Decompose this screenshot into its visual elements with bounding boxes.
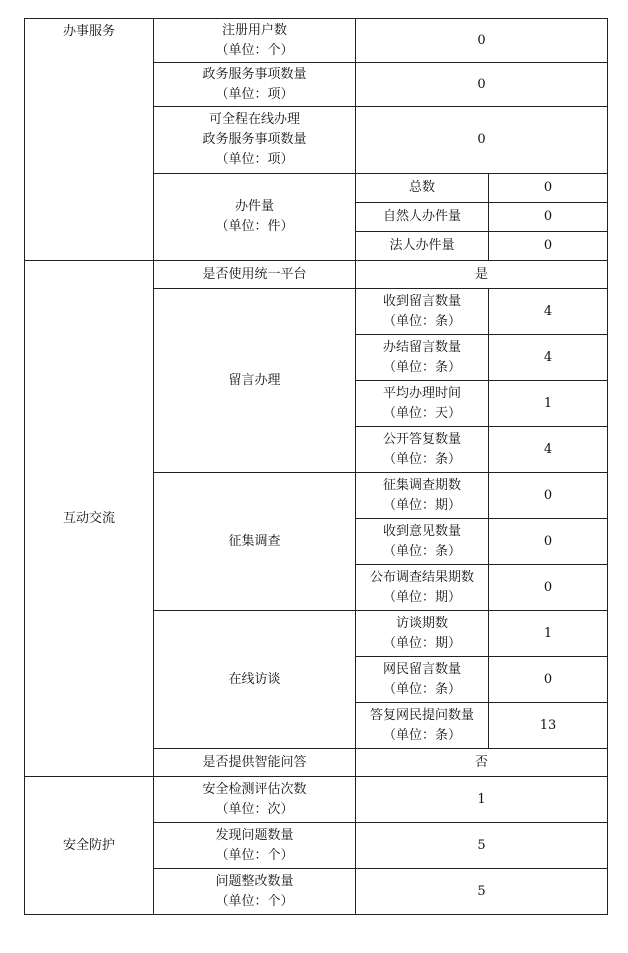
smart-qa-value: 否 [356, 749, 608, 777]
messages-label: 留言办理 [154, 289, 356, 473]
category-interaction: 互动交流 [25, 261, 154, 777]
unified-platform-value: 是 [356, 261, 608, 289]
service-items-value: 0 [356, 63, 608, 107]
online-items-value: 0 [356, 107, 608, 174]
survey-periods-value: 0 [489, 473, 608, 519]
issues-found-label: 发现问题数量 （单位：个） [154, 823, 356, 869]
online-items-label: 可全程在线办理 政务服务事项数量 （单位：项） [154, 107, 356, 174]
category-service: 办事服务 [25, 19, 154, 261]
unified-platform-label: 是否使用统一平台 [154, 261, 356, 289]
interview-label: 在线访谈 [154, 611, 356, 749]
issues-fixed-value: 5 [356, 869, 608, 915]
interview-answered-label: 答复网民提问数量 （单位：条） [356, 703, 489, 749]
interview-answered-value: 13 [489, 703, 608, 749]
cases-natural-value: 0 [489, 203, 608, 232]
interview-netizen-msgs-value: 0 [489, 657, 608, 703]
msg-public-replies-value: 4 [489, 427, 608, 473]
registered-users-value: 0 [356, 19, 608, 63]
issues-found-value: 5 [356, 823, 608, 869]
survey-results-label: 公布调查结果期数 （单位：期） [356, 565, 489, 611]
msg-received-label: 收到留言数量 （单位：条） [356, 289, 489, 335]
smart-qa-label: 是否提供智能问答 [154, 749, 356, 777]
msg-avg-time-value: 1 [489, 381, 608, 427]
msg-public-replies-label: 公开答复数量 （单位：条） [356, 427, 489, 473]
registered-users-label: 注册用户数 （单位：个） [154, 19, 356, 63]
interview-netizen-msgs-label: 网民留言数量 （单位：条） [356, 657, 489, 703]
survey-opinions-label: 收到意见数量 （单位：条） [356, 519, 489, 565]
msg-completed-value: 4 [489, 335, 608, 381]
cases-natural-label: 自然人办件量 [356, 203, 489, 232]
stats-table [24, 18, 608, 915]
survey-results-value: 0 [489, 565, 608, 611]
msg-avg-time-label: 平均办理时间 （单位：天） [356, 381, 489, 427]
survey-label: 征集调查 [154, 473, 356, 611]
survey-periods-label: 征集调查期数 （单位：期） [356, 473, 489, 519]
interview-periods-label: 访谈期数 （单位：期） [356, 611, 489, 657]
issues-fixed-label: 问题整改数量 （单位：个） [154, 869, 356, 915]
security-checks-value: 1 [356, 777, 608, 823]
service-items-label: 政务服务事项数量 （单位：项） [154, 63, 356, 107]
cases-total-value: 0 [489, 174, 608, 203]
category-security: 安全防护 [25, 777, 154, 915]
msg-completed-label: 办结留言数量 （单位：条） [356, 335, 489, 381]
cases-label: 办件量 （单位：件） [154, 174, 356, 261]
cases-legal-label: 法人办件量 [356, 232, 489, 261]
cases-total-label: 总数 [356, 174, 489, 203]
survey-opinions-value: 0 [489, 519, 608, 565]
security-checks-label: 安全检测评估次数 （单位：次） [154, 777, 356, 823]
cases-legal-value: 0 [489, 232, 608, 261]
interview-periods-value: 1 [489, 611, 608, 657]
msg-received-value: 4 [489, 289, 608, 335]
